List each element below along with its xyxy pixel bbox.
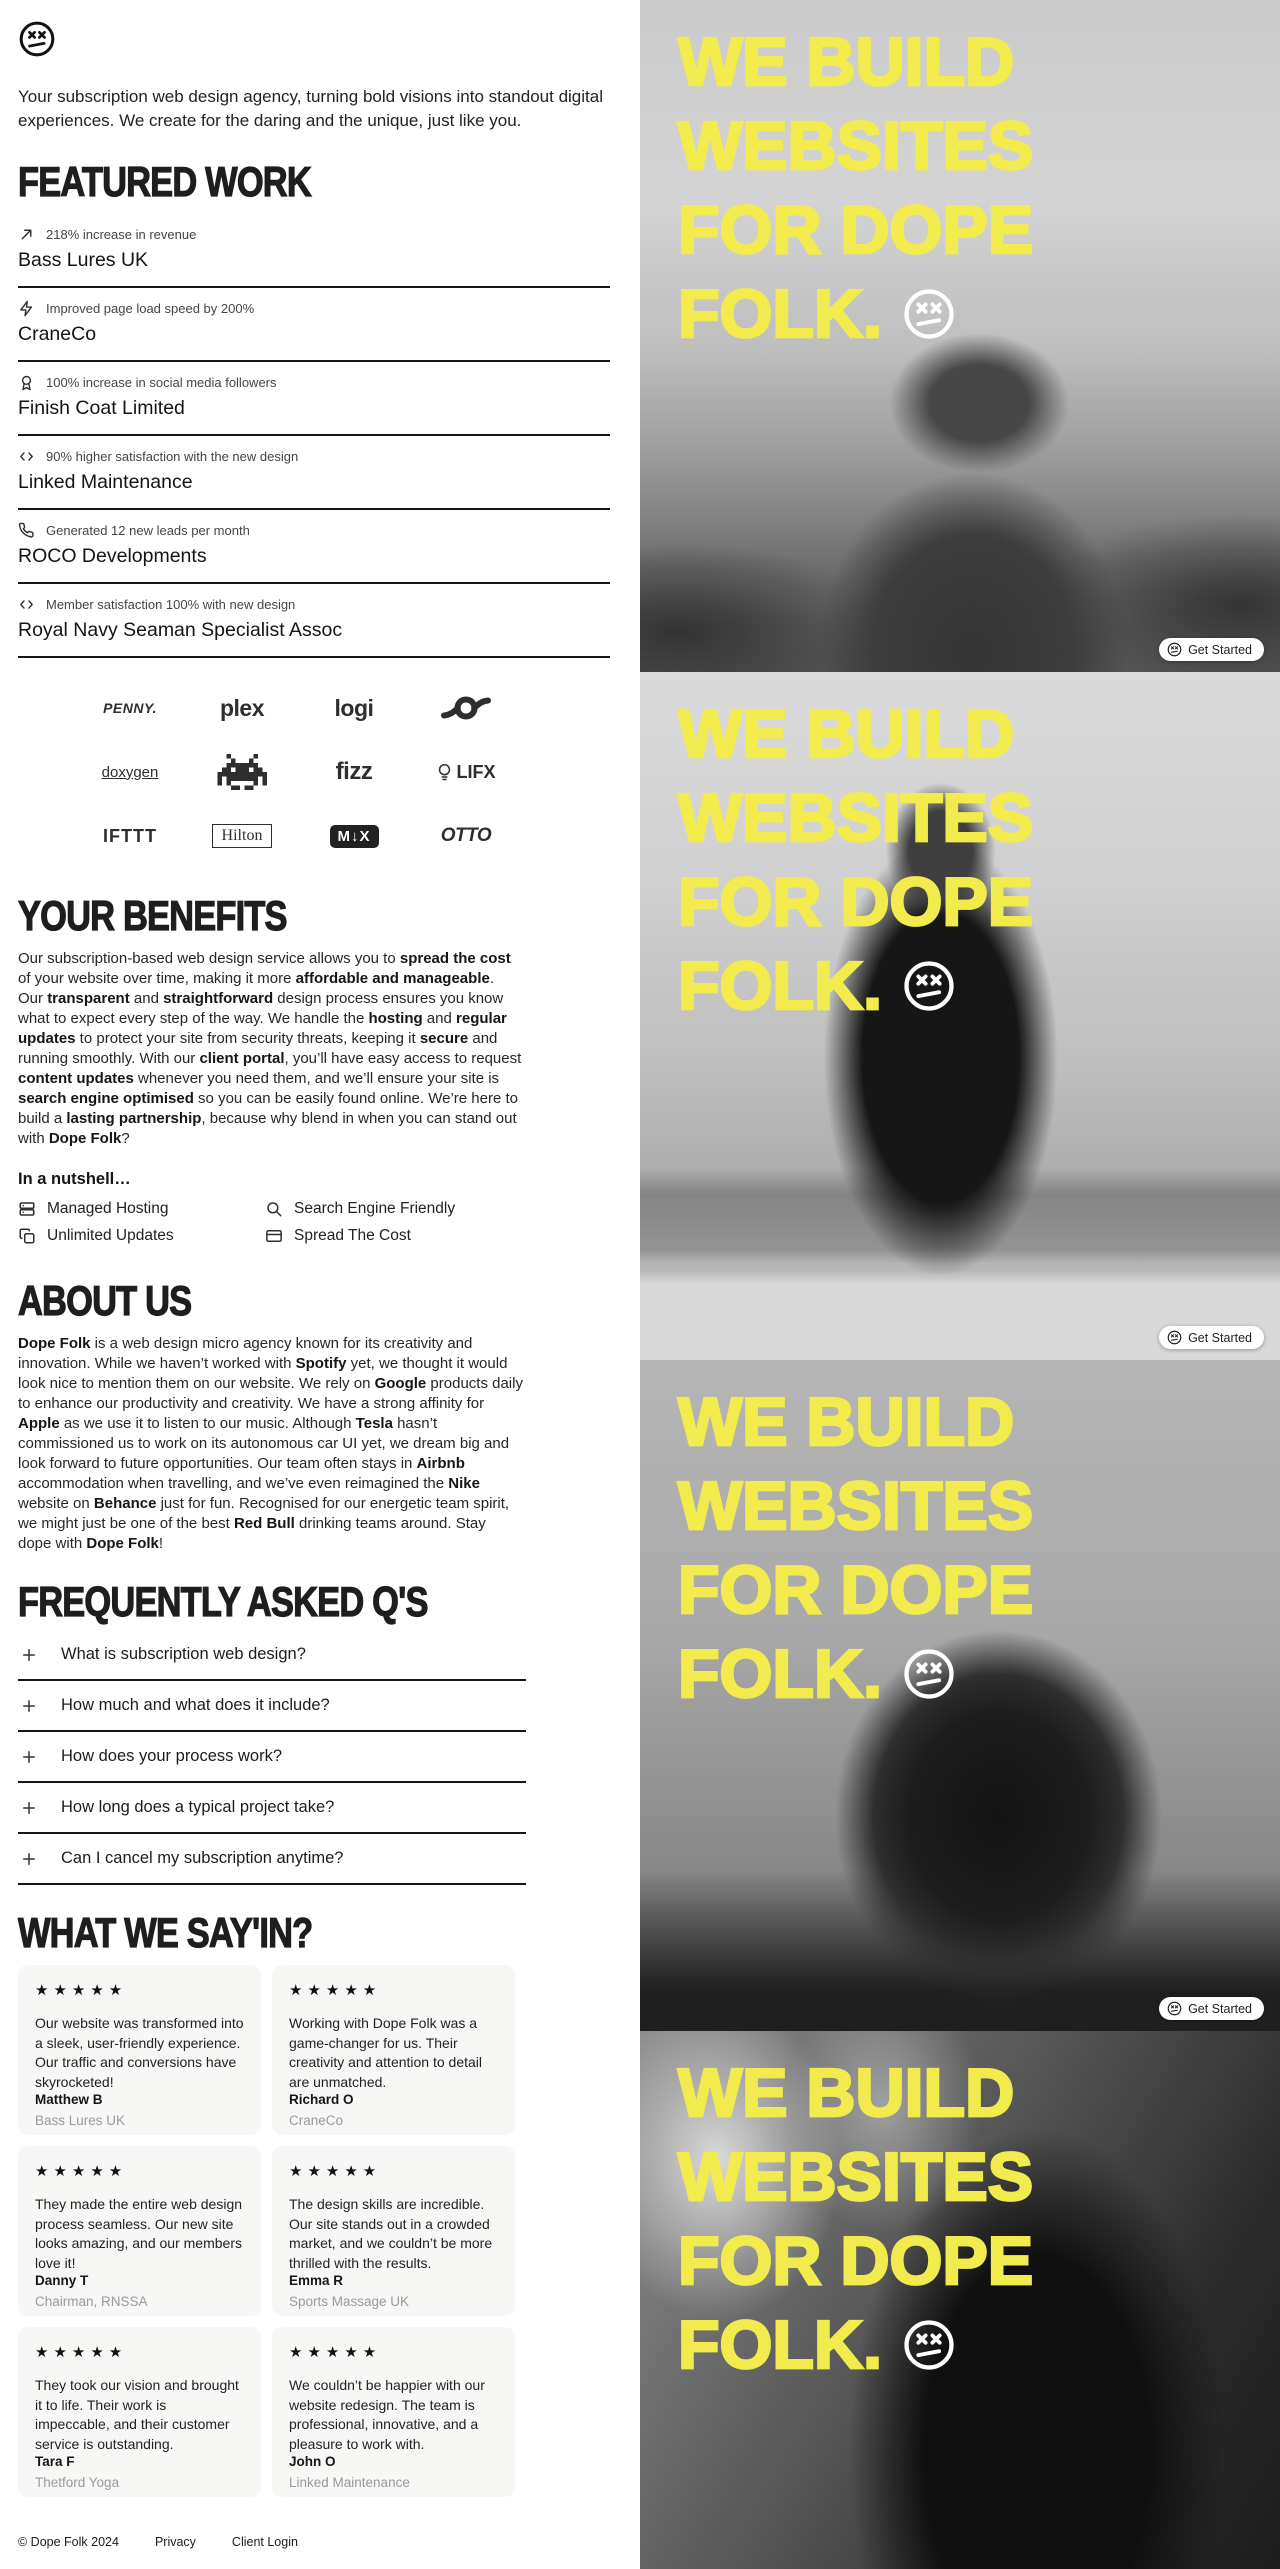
hero-headline: WE BUILD WEBSITES FOR DOPE FOLK. (678, 2055, 1034, 2383)
retroarch-space-invader-logo (217, 754, 267, 790)
testimonial-quote: Our website was transformed into a sleek, user-friendly experience. Our traffic and conversions have skyrocketed! (35, 2015, 244, 2090)
testimonial-quote: They made the entire web design process seamless. Our new site looks amazing, and our members love it! (35, 2196, 243, 2271)
star-rating: ★★★★★ (35, 2344, 128, 2362)
mux-logo: M↓X (330, 825, 379, 848)
get-started-button[interactable]: Get Started (1159, 1997, 1264, 2020)
plus-icon (20, 1646, 38, 1664)
dead-smiley-icon (902, 1647, 956, 1701)
doxygen-logo: doxygen (101, 763, 159, 781)
testimonial-company: Bass Lures UK (35, 2113, 126, 2129)
server-icon (18, 1200, 36, 1218)
featured-work-item[interactable] (18, 288, 610, 362)
faq-question: Can I cancel my subscription anytime? (61, 1849, 344, 1868)
plus-icon (20, 1697, 38, 1715)
benefit-item: Search Engine Friendly (265, 1200, 513, 1218)
featured-work-item[interactable] (18, 362, 610, 436)
testimonial-card (18, 1965, 261, 2135)
hero-headline: WE BUILD WEBSITES FOR DOPE FOLK. (678, 696, 1034, 1024)
award-icon (18, 374, 35, 391)
featured-stat: Member satisfaction 100% with new design (46, 597, 296, 613)
testimonial-card (272, 2146, 515, 2316)
star-rating: ★★★★★ (35, 2163, 128, 2181)
logi-logo: logi (334, 694, 374, 721)
dead-smiley-icon (902, 959, 956, 1013)
bulb-icon (437, 763, 452, 782)
fizz-logo: fizz (335, 758, 373, 786)
testimonial-quote: The design skills are incredible. Our site stands out in a crowded market, and we couldn’t be more thrilled with the results. (289, 2196, 493, 2271)
faq-item[interactable] (18, 1834, 526, 1885)
faq-item[interactable] (18, 1681, 526, 1732)
copyright-text: © Dope Folk 2024 (18, 2535, 119, 2549)
benefit-item: Unlimited Updates (18, 1227, 265, 1245)
benefit-item: Managed Hosting (18, 1200, 265, 1218)
testimonial-quote: Working with Dope Folk was a game-changer for us. Their creativity and attention to detail are unmatched. (289, 2015, 483, 2090)
faq-question: How does your process work? (61, 1747, 283, 1766)
testimonial-quote: We couldn’t be happier with our website redesign. The team is professional, innovative, and a pleasure to work with. (289, 2377, 485, 2452)
client-login-link[interactable]: Client Login (231, 2535, 298, 2549)
featured-client-name: Linked Maintenance (18, 471, 193, 494)
testimonial-card (18, 2327, 261, 2497)
plus-icon (20, 1799, 38, 1817)
testimonial-company: Sports Massage UK (289, 2294, 410, 2310)
featured-client-name: CraneCo (18, 323, 97, 346)
featured-client-name: Royal Navy Seaman Specialist Assoc (18, 619, 343, 642)
abstract-eye-logo (440, 695, 492, 721)
about-us-heading: ABOUT US (18, 1277, 192, 1325)
hero-headline: WE BUILD WEBSITES FOR DOPE FOLK. (678, 24, 1034, 352)
faq-list (18, 1630, 526, 1885)
faq-item[interactable] (18, 1783, 526, 1834)
featured-client-name: Bass Lures UK (18, 249, 149, 272)
lifx-logo: LIFX (437, 762, 496, 783)
hero-column (640, 0, 1280, 2569)
testimonials-heading: WHAT WE SAY'IN? (18, 1909, 313, 1957)
testimonial-card (272, 1965, 515, 2135)
featured-stat: 218% increase in revenue (46, 227, 197, 243)
penny-logo: PENNY. (103, 700, 157, 717)
benefits-nutshell-grid (18, 1200, 523, 1245)
faq-question: How long does a typical project take? (61, 1798, 335, 1817)
hero-section-turtleneck-man-photo (640, 672, 1280, 1360)
featured-client-name: ROCO Developments (18, 545, 207, 568)
testimonial-name: Emma R (289, 2273, 344, 2289)
get-started-button[interactable]: Get Started (1159, 638, 1264, 661)
plus-icon (20, 1748, 38, 1766)
testimonial-name: John O (289, 2454, 336, 2470)
featured-stat: 100% increase in social media followers (46, 375, 277, 391)
your-benefits-heading: YOUR BENEFITS (18, 892, 287, 940)
featured-work-list (18, 214, 610, 658)
smiley-icon (1167, 2001, 1182, 2016)
benefits-paragraph: Our subscription-based web design service allows you to spread the cost of your website over time, making it more affordable and manageable. Our transparent and straightforward design process ensures you know what to expect every step of the way. We handle the hosting and regular updates to protect your site from security threats, keeping it secure and running smoothly. With our client portal, you’ll have easy access to request content updates whenever you need them, and we’ll ensure your site is search engine optimised so you can be easily found online. We’re here to build a lasting partnership, because why blend in when you can stand out with Dope Folk? (18, 950, 522, 1148)
star-rating: ★★★★★ (289, 1982, 382, 2000)
code-icon (18, 448, 35, 465)
testimonial-name: Matthew B (35, 2092, 103, 2108)
testimonial-card (18, 2146, 261, 2316)
about-paragraph: Dope Folk is a web design micro agency known for its creativity and innovation. While we haven’t worked with Spotify yet, we thought it would look nice to mention them on our website. We rely on Google products daily to enhance our productivity and creativity. We have a strong affinity for Apple as we use it to listen to our music. Although Tesla hasn’t commissioned us to work on its autonomous car UI yet, we dream big and look forward to future opportunities. Our team often stays in Airbnb accommodation when travelling, and we’ve even reimagined the Nike website on Behance just for fun. Recognised for our energetic team spirit, we might just be one of the best Red Bull drinking teams around. Stay dope with Dope Folk! (18, 1335, 523, 1553)
testimonial-company: Thetford Yoga (35, 2475, 120, 2491)
client-logo-grid (74, 676, 522, 868)
featured-work-heading: FEATURED WORK (18, 158, 311, 205)
code-icon (18, 596, 35, 613)
testimonial-name: Tara F (35, 2454, 75, 2470)
lightning-icon (18, 300, 35, 317)
hero-headline: WE BUILD WEBSITES FOR DOPE FOLK. (678, 1384, 1034, 1712)
get-started-button[interactable]: Get Started (1159, 1326, 1264, 1349)
faq-item[interactable] (18, 1732, 526, 1783)
featured-stat: Generated 12 new leads per month (46, 523, 250, 539)
faq-item[interactable] (18, 1630, 526, 1681)
plex-logo: plex (219, 694, 265, 721)
testimonial-card (272, 2327, 515, 2497)
hero-section-basketball-player-photo (640, 0, 1280, 672)
featured-client-name: Finish Coat Limited (18, 397, 185, 420)
search-icon (265, 1200, 283, 1218)
privacy-link[interactable]: Privacy (154, 2535, 196, 2549)
featured-stat: Improved page load speed by 200% (46, 301, 255, 317)
dead-smiley-icon (902, 2318, 956, 2372)
credit-card-icon (265, 1227, 283, 1245)
testimonial-company: Chairman, RNSSA (35, 2294, 148, 2310)
intro-text: Your subscription web design agency, turning bold visions into standout digital experiences. We create for the daring and the unique, just like you. (18, 87, 603, 130)
otto-logo: OTTO (440, 825, 492, 847)
testimonials-grid (18, 1965, 515, 2497)
testimonial-name: Richard O (289, 2092, 354, 2108)
testimonial-company: Linked Maintenance (289, 2475, 410, 2491)
benefit-item: Spread The Cost (265, 1227, 513, 1245)
star-rating: ★★★★★ (35, 1982, 128, 2000)
smiley-icon (1167, 1330, 1182, 1345)
smiley-icon (1167, 642, 1182, 657)
footer (18, 2535, 640, 2551)
dead-smiley-icon (902, 287, 956, 341)
star-rating: ★★★★★ (289, 2344, 382, 2362)
brand-logo-dead-smiley-icon (18, 20, 56, 58)
ifttt-logo: IFTTT (103, 825, 157, 846)
faq-question: How much and what does it include? (61, 1696, 330, 1715)
copy-icon (18, 1227, 36, 1245)
faq-question: What is subscription web design? (61, 1645, 306, 1664)
featured-work-item[interactable] (18, 584, 610, 658)
featured-work-item[interactable] (18, 510, 610, 584)
testimonial-quote: They took our vision and brought it to life. Their work is impeccable, and their customer service is outstanding. (35, 2377, 239, 2452)
star-rating: ★★★★★ (289, 2163, 382, 2181)
hero-section-pug-dog-photo (640, 1360, 1280, 2031)
trending-up-icon (18, 226, 35, 243)
phone-icon (18, 522, 35, 539)
featured-work-item[interactable] (18, 214, 610, 288)
testimonial-name: Danny T (35, 2273, 89, 2289)
nutshell-title: In a nutshell… (18, 1170, 131, 1189)
hilton-logo: Hilton (212, 824, 273, 848)
hero-section-denim-woman-photo (640, 2031, 1280, 2569)
featured-work-item[interactable] (18, 436, 610, 510)
testimonial-company: CraneCo (289, 2113, 344, 2129)
faq-heading: FREQUENTLY ASKED Q'S (18, 1578, 428, 1626)
featured-stat: 90% higher satisfaction with the new design (46, 449, 299, 465)
plus-icon (20, 1850, 38, 1868)
